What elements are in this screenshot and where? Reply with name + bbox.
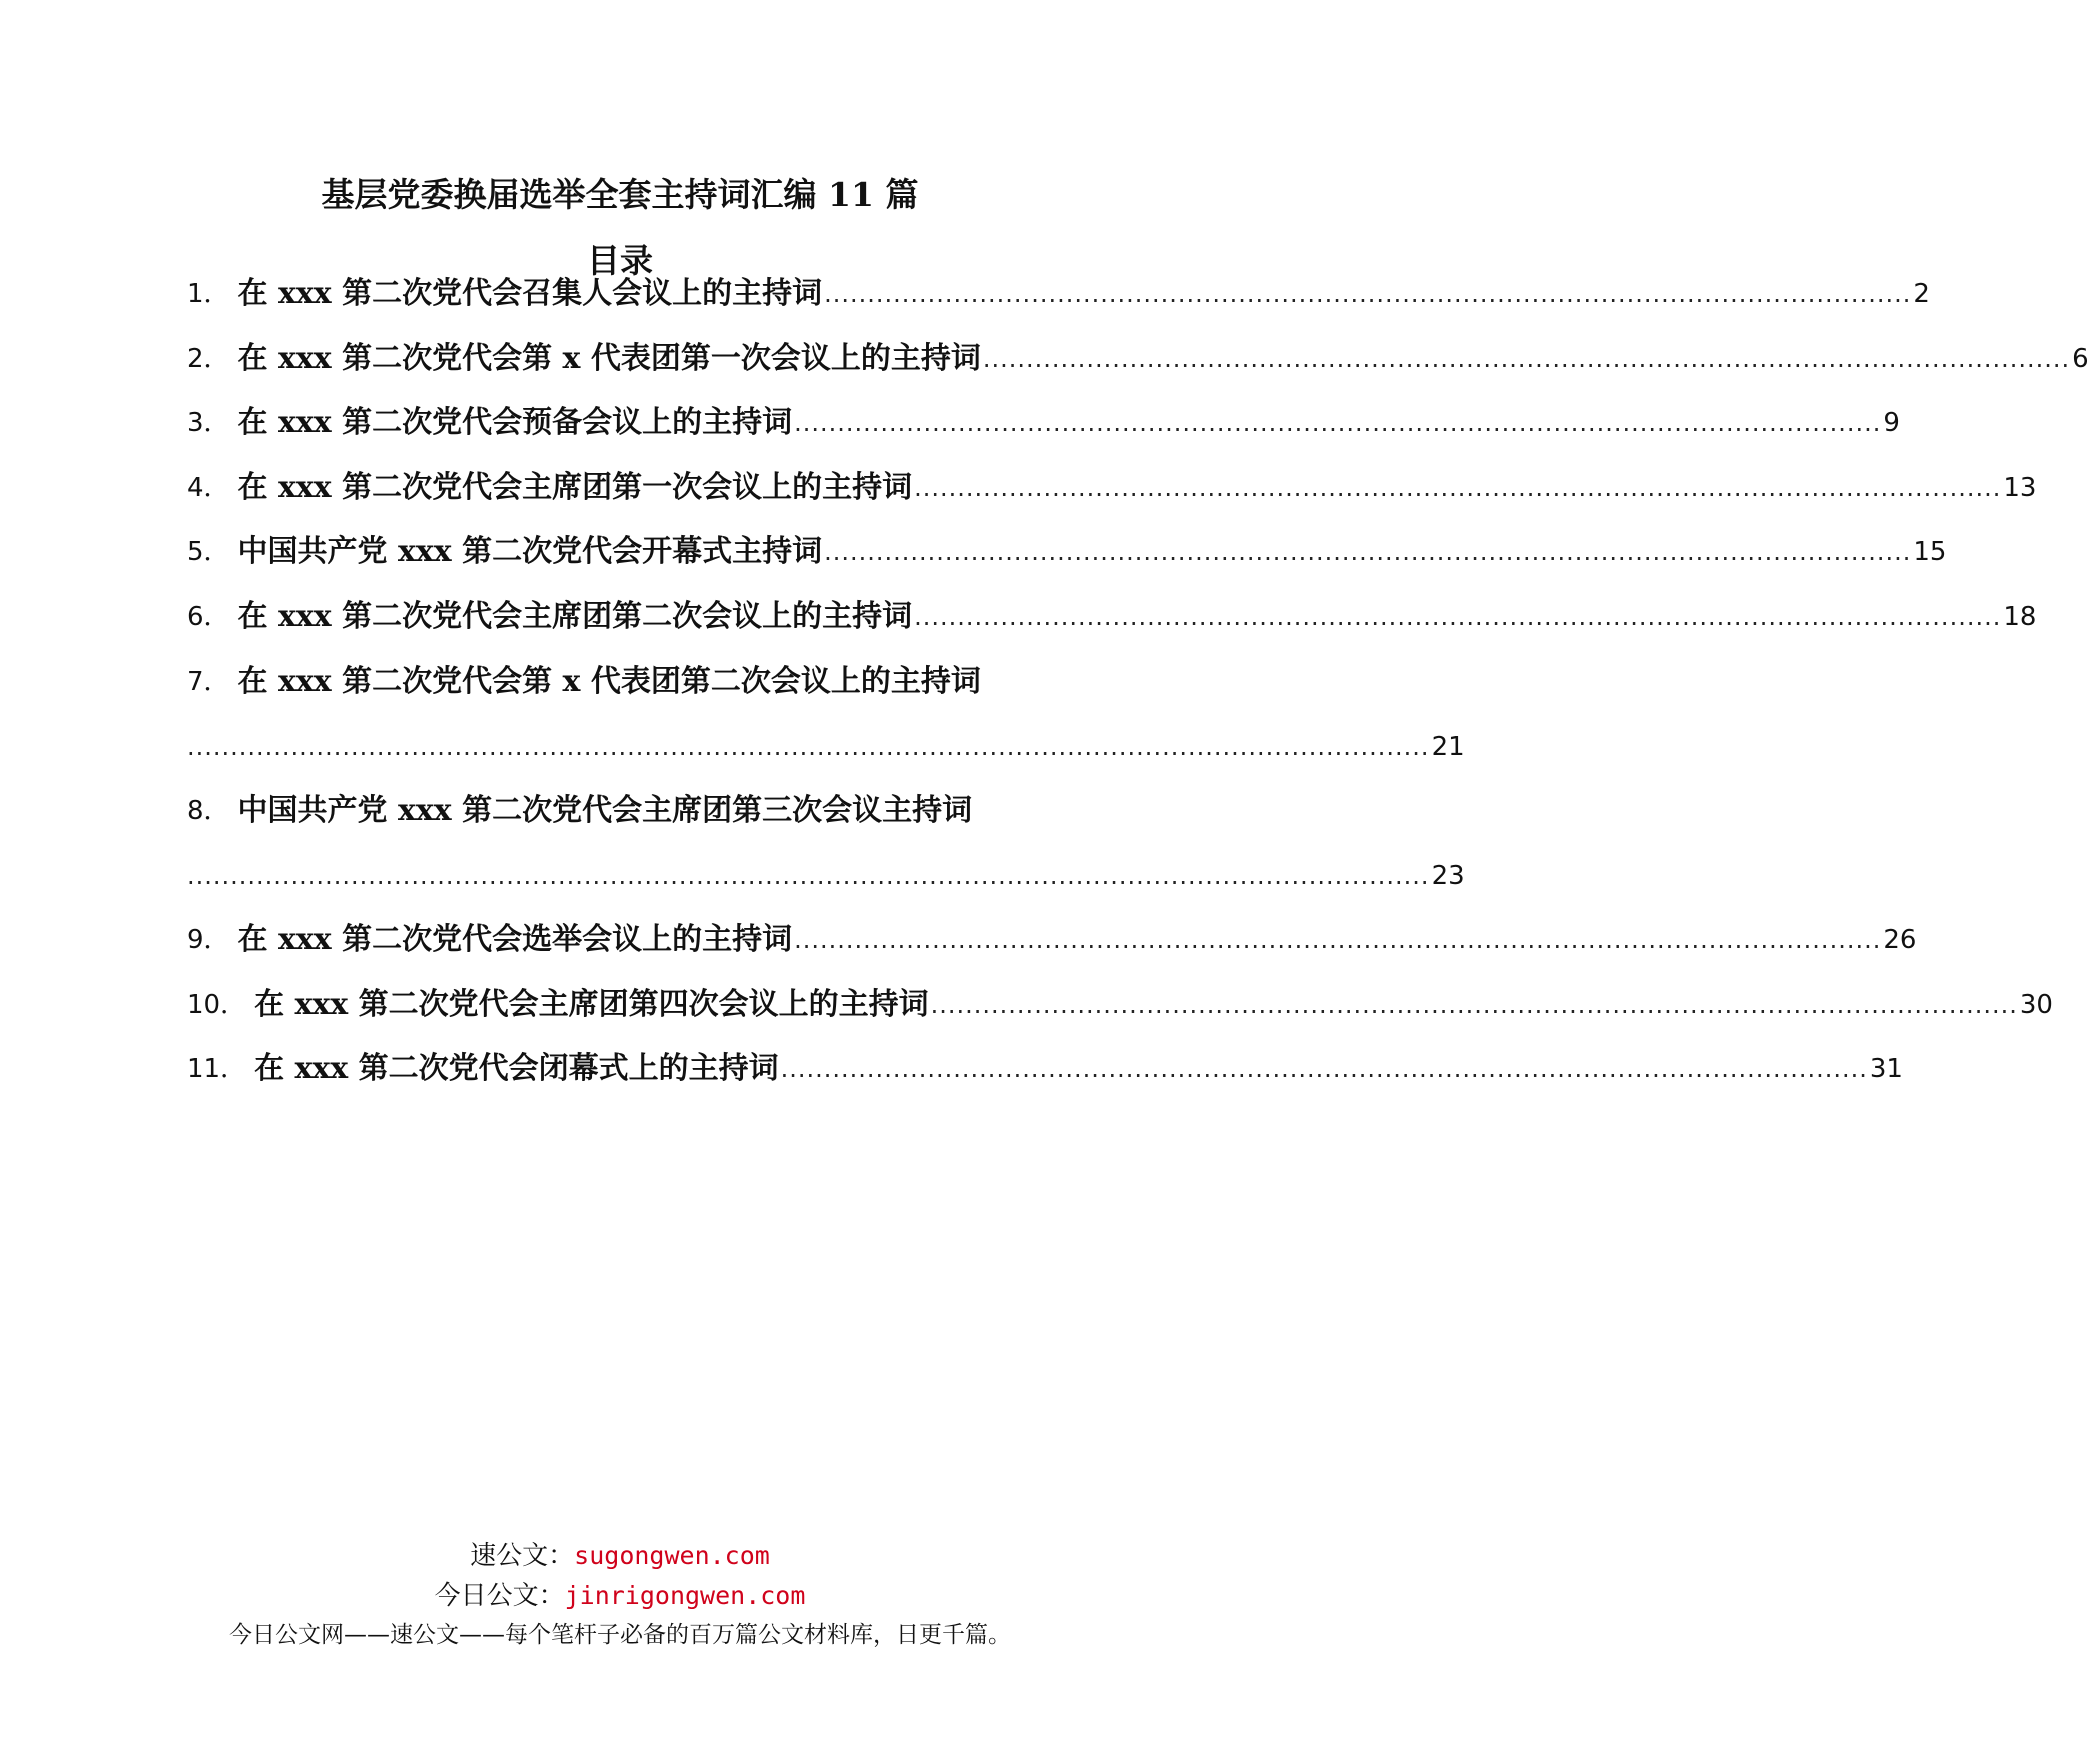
toc-entry-8-continuation[interactable]: [187, 854, 1465, 898]
footer-jinrigongwen: [0, 1576, 1240, 1616]
toc-entry-1[interactable]: [187, 272, 1930, 316]
toc-entry-5[interactable]: [187, 530, 1947, 574]
toc-entry-number: 2．: [187, 344, 230, 374]
toc-leader-dots: ..............................................................................................................................: [982, 345, 2071, 373]
toc-entry-page: 15: [1913, 537, 1947, 567]
toc-entry-number: 4．: [187, 473, 230, 503]
toc-entry-page: 6: [2072, 344, 2089, 374]
toc-leader-dots: ..............................................................................................................................: [914, 474, 2002, 502]
toc-entry-number: 8．: [187, 796, 230, 826]
toc-entry-title: 中国共产党 xxx 第二次党代会主席团第三次会议主持词: [237, 793, 973, 828]
toc-entry-page: 18: [2003, 602, 2037, 632]
toc-entry-number: 7．: [187, 667, 230, 697]
toc-entry-number: 1．: [187, 279, 230, 309]
toc-entry-page: 31: [1869, 1054, 1903, 1084]
toc-entry-title: 在 xxx 第二次党代会召集人会议上的主持词: [237, 276, 823, 311]
footer-link-jinrigongwen[interactable]: jinrigongwen.com: [564, 1581, 806, 1610]
toc-entry-page: 13: [2003, 473, 2037, 503]
toc-entry-title: 中国共产党 xxx 第二次党代会开幕式主持词: [237, 534, 823, 569]
toc-entry-page: 2: [1913, 279, 1930, 309]
toc-leader-dots: ..............................................................................................................................: [794, 409, 1882, 437]
footer-label: 速公文：: [470, 1541, 575, 1571]
toc-entry-page: 9: [1883, 408, 1900, 438]
toc-leader-dots: ..............................................................................................................................: [930, 991, 2018, 1019]
toc-entry-10[interactable]: [187, 983, 2053, 1027]
toc-heading: 目录: [587, 241, 653, 280]
toc-leader-dots: ..............................................................................................................................: [824, 538, 1912, 566]
toc-entry-number: 6．: [187, 602, 230, 632]
toc-entry-7-continuation[interactable]: [187, 725, 1465, 769]
toc-entry-page: 30: [2019, 990, 2053, 1020]
toc-entry-page: 26: [1883, 925, 1917, 955]
toc-entry-page: 21: [1431, 732, 1465, 762]
toc-entry-11[interactable]: [187, 1047, 1903, 1091]
toc-entry-number: 3．: [187, 408, 230, 438]
toc-entry-2[interactable]: [187, 337, 2089, 381]
toc-entry-number: 9．: [187, 925, 230, 955]
footer-tagline: 今日公文网——速公文——每个笔杆子必备的百万篇公文材料库，日更千篇。: [229, 1622, 1011, 1648]
toc-entry-7[interactable]: [187, 660, 1104, 704]
footer-label: 今日公文：: [434, 1581, 565, 1611]
toc-entry-title: 在 xxx 第二次党代会主席团第一次会议上的主持词: [237, 470, 913, 505]
toc-entry-3[interactable]: [187, 401, 1900, 445]
toc-entry-6[interactable]: [187, 595, 2037, 639]
toc-entry-title: 在 xxx 第二次党代会第 x 代表团第二次会议上的主持词: [237, 664, 981, 699]
toc-entry-number: 10．: [187, 990, 247, 1020]
toc-leader-dots: ..............................................................................................................................: [914, 603, 2002, 631]
toc-entry-4[interactable]: [187, 466, 2037, 510]
toc-entry-page: 23: [1431, 861, 1465, 891]
footer-sugongwen: [0, 1536, 1240, 1576]
toc-entry-9[interactable]: [187, 918, 1917, 962]
toc-leader-dots: ................................................................................................................................................: [187, 733, 1430, 761]
toc-entry-title: 在 xxx 第二次党代会主席团第四次会议上的主持词: [254, 987, 929, 1022]
toc-leader-dots: ..............................................................................................................................: [824, 280, 1912, 308]
footer-link-sugongwen[interactable]: sugongwen.com: [574, 1541, 770, 1570]
toc-entry-title: 在 xxx 第二次党代会预备会议上的主持词: [237, 405, 793, 440]
toc-leader-dots: ..............................................................................................................................: [794, 926, 1882, 954]
toc-entry-number: 11．: [187, 1054, 247, 1084]
toc-leader-dots: ..............................................................................................................................: [780, 1055, 1868, 1083]
toc-entry-title: 在 xxx 第二次党代会主席团第二次会议上的主持词: [237, 599, 913, 634]
toc-entry-title: 在 xxx 第二次党代会第 x 代表团第一次会议上的主持词: [237, 341, 981, 376]
toc-entry-8[interactable]: [187, 789, 1104, 833]
toc-entry-number: 5．: [187, 537, 230, 567]
toc-entry-title: 在 xxx 第二次党代会闭幕式上的主持词: [254, 1051, 779, 1086]
document-title: 基层党委换届选举全套主持词汇编 11 篇: [321, 175, 919, 214]
toc-leader-dots: ................................................................................................................................................: [187, 862, 1430, 890]
toc-entry-title: 在 xxx 第二次党代会选举会议上的主持词: [237, 922, 793, 957]
